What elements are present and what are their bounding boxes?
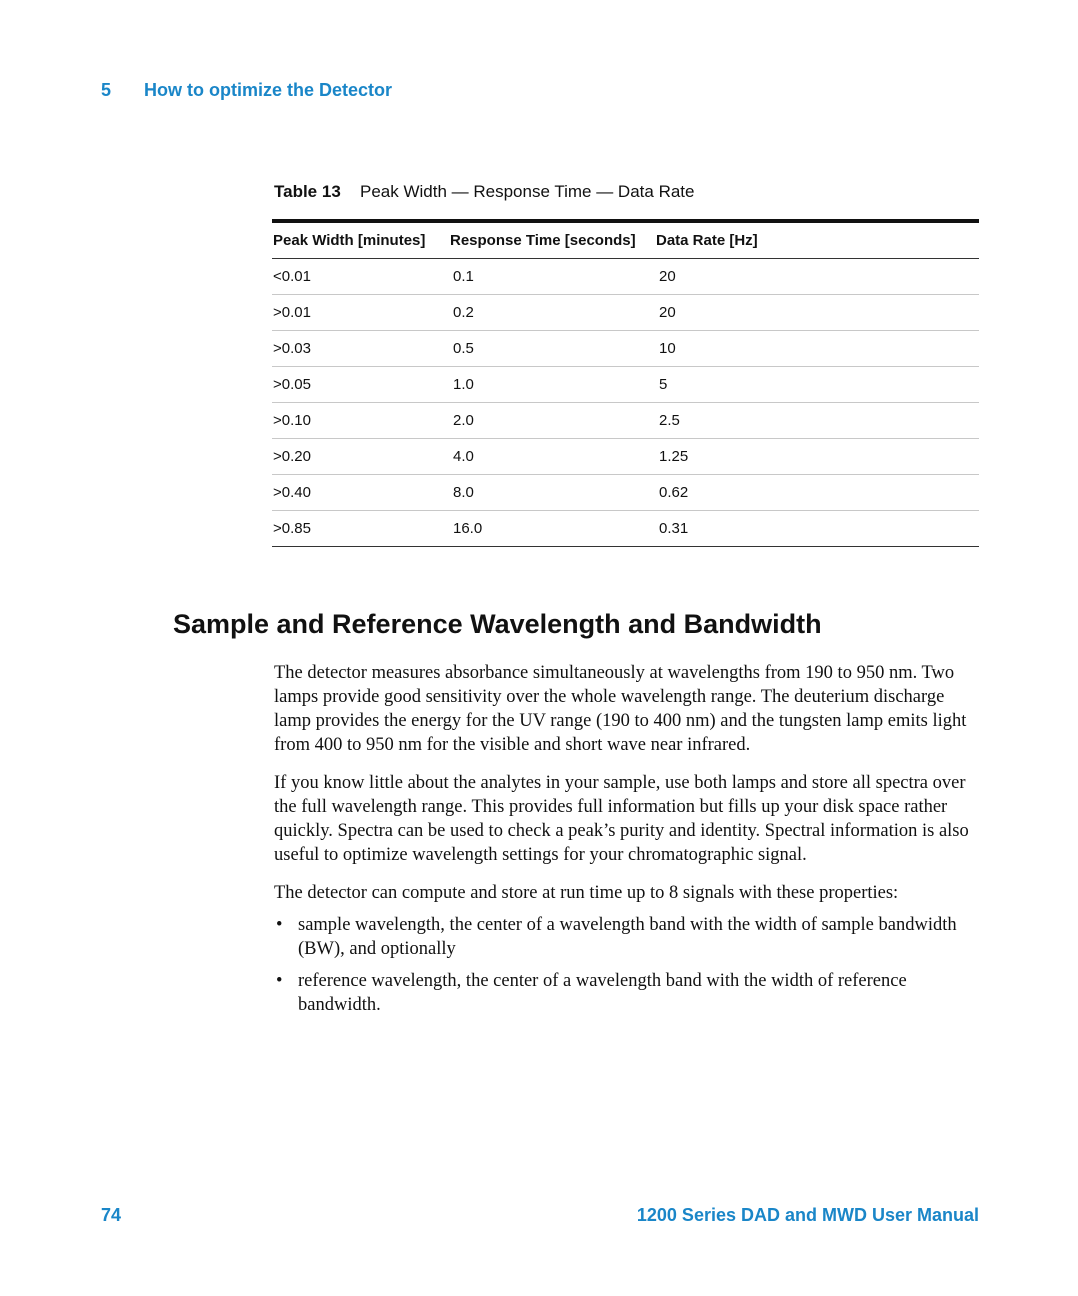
signal-properties-list [274,913,984,1017]
manual-title: 1200 Series DAD and MWD User Manual [636,1205,979,1225]
cell-peak-width: >0.03 [272,331,449,367]
table-row [272,439,979,475]
running-header [101,80,392,101]
bullet-icon: • [276,971,283,991]
cell-peak-width: >0.40 [272,475,449,511]
table-caption-label: Table 13 [274,182,341,201]
table-row [272,295,979,331]
page-number: 74 [101,1205,122,1225]
column-header-peak-width: Peak Width [minutes] [272,221,449,259]
table-caption-title: Peak Width — Response Time — Data Rate [360,182,695,201]
cell-data-rate: 2.5 [655,403,979,439]
body-paragraph: The detector can compute and store at run time up to 8 signals with these properties: [274,883,899,903]
cell-data-rate: 20 [655,259,979,295]
peak-width-table [272,219,979,547]
cell-peak-width: >0.10 [272,403,449,439]
column-header-response-time: Response Time [seconds] [449,221,655,259]
cell-data-rate: 5 [655,367,979,403]
list-item [274,913,984,961]
body-paragraph: The detector measures absorbance simultaneously at wavelengths from 190 to 950 nm. Two lamps provide good sensitivity over the whole wavelength range. The deuterium discharge lamp provides the energy for the UV range (190 to 400 nm) and the tungsten lamp emits light from 400 to 950 nm for the visible and short wave near infrared. [274,663,967,755]
table-row [272,511,979,547]
cell-response-time: 1.0 [449,367,655,403]
cell-data-rate: 1.25 [655,439,979,475]
table-header-row [272,221,979,259]
chapter-number: 5 [101,80,112,100]
cell-response-time: 16.0 [449,511,655,547]
cell-peak-width: >0.01 [272,295,449,331]
cell-response-time: 4.0 [449,439,655,475]
section-body [274,661,984,1025]
cell-data-rate: 20 [655,295,979,331]
table-caption [274,182,694,202]
cell-data-rate: 0.31 [655,511,979,547]
list-item [274,969,984,1017]
cell-peak-width: >0.20 [272,439,449,475]
list-item-text: reference wavelength, the center of a wavelength band with the width of reference bandwidth. [298,971,907,1015]
list-item-text: sample wavelength, the center of a wavelength band with the width of sample bandwidth (BW), and optionally [298,915,957,959]
cell-peak-width: <0.01 [272,259,449,295]
column-header-data-rate: Data Rate [Hz] [655,221,979,259]
cell-peak-width: >0.05 [272,367,449,403]
cell-data-rate: 10 [655,331,979,367]
cell-response-time: 0.2 [449,295,655,331]
table-row [272,475,979,511]
body-paragraph: If you know little about the analytes in your sample, use both lamps and store all spectra over the full wavelength range. This provides full information but fills up your disk space rather quickly. Spectra can be used to check a peak’s purity and identity. Spectral information is also useful to optimize wavelength settings for your chromatographic signal. [274,773,969,865]
bullet-icon: • [276,915,283,935]
cell-response-time: 0.5 [449,331,655,367]
section-heading: Sample and Reference Wavelength and Bandwidth [173,609,822,639]
chapter-title: How to optimize the Detector [144,80,393,100]
cell-response-time: 2.0 [449,403,655,439]
table-row [272,259,979,295]
cell-response-time: 0.1 [449,259,655,295]
cell-peak-width: >0.85 [272,511,449,547]
cell-response-time: 8.0 [449,475,655,511]
table-row [272,403,979,439]
table-row [272,367,979,403]
table-row [272,331,979,367]
cell-data-rate: 0.62 [655,475,979,511]
